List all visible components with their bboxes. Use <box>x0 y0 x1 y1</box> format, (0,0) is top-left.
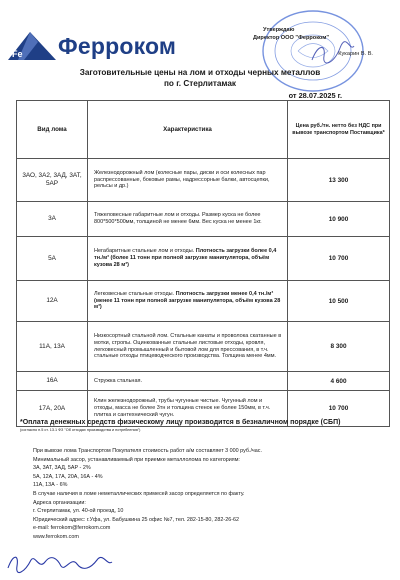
row-desc: Клин железнодорожный, трубы чугунные чистые. Чугунный лом и отходы, масса не более 3тн и толщина стенок не более 150мм, в т.ч. плитка и сантехнический чугун. <box>88 391 288 427</box>
row-desc-bold: Плотность загрузки более 0,4 тн./м³ (более 11 тонн при полной загрузке манипулятора, объём кузова 28 м³) <box>94 248 277 268</box>
row-price: 10 900 <box>288 202 390 237</box>
info-block <box>33 447 388 542</box>
handwritten-signature-icon <box>5 550 115 576</box>
logo-text: Ферроком <box>58 32 177 59</box>
payment-note-sub: (согласно п.5 ст. 13.1 ФЗ "Об отходах производства и потребления") <box>20 428 141 432</box>
company-logo <box>8 32 176 60</box>
table-row <box>17 322 390 372</box>
table-row <box>17 237 390 281</box>
transport-note: При вывозе лома Транспортом Покупателя стоимость работ а/м составляет 3 000 руб./час. <box>33 448 262 454</box>
row-desc: Железнодорожный лом (колесные пары, диски и оси колесных пар распрессованные, боковые рамы, надрессорные балки, автосцепки, рельсы и др.) <box>88 159 288 202</box>
row-type: 11А, 13А <box>17 322 88 372</box>
litter-line-1: 3А, 3АТ, 3АД, 5АР - 2% <box>33 465 91 472</box>
row-type: 3АО, 3А2, 3АД, 3АТ, 5АР <box>17 159 88 202</box>
table-header-row <box>17 101 390 159</box>
price-table <box>16 100 390 427</box>
table-row <box>17 281 390 322</box>
header-type: Вид лома <box>17 101 88 159</box>
litter-line-2: 5А, 12А, 17А, 20А, 16А - 4% <box>33 473 103 480</box>
row-desc: Стружка стальная. <box>88 372 288 391</box>
row-price: 8 300 <box>288 322 390 372</box>
title-line-1: Заготовительные цены на лом и отходы черных металлов <box>79 68 321 77</box>
row-type: 12А <box>17 281 88 322</box>
row-type: 5А <box>17 237 88 281</box>
row-price: 10 500 <box>288 281 390 322</box>
payment-note <box>20 419 385 432</box>
addresses-title: Адреса организации: <box>33 499 86 506</box>
row-price: 13 300 <box>288 159 390 202</box>
nonmetal-note: В случае наличия в ломе неметаллических примесей засор определяется по факту. <box>33 490 245 497</box>
row-type: 16А <box>17 372 88 391</box>
document-date: от 28.07.2025 г. <box>288 91 342 100</box>
litter-line-3: 11А, 13А - 6% <box>33 482 68 489</box>
table-row <box>17 372 390 391</box>
table-row <box>17 159 390 202</box>
approval-title: Утверждаю <box>263 27 295 33</box>
approval-block <box>253 27 393 59</box>
litter-title: Минимальный засор, устанавливаемый при приемке металлолома по категориям: <box>33 456 240 463</box>
row-desc: Тяжеловесные габаритные лом и отходы. Размер куска не более 800*500*500мм, толщиной не менее 6мм. Вес куска не менее 1кг. <box>88 202 288 237</box>
legal-address: Юридический адрес: г.Уфа, ул. Бабушкина 25 офис №7, тел. 282-15-80, 282-26-62 <box>33 516 239 523</box>
website: www.ferrokom.com <box>33 533 79 540</box>
row-desc: Негабаритные стальные лом и отходы. Плотность загрузки более 0,4 тн./м³ (более 11 тонн при полной загрузке манипулятора, объём кузова 28 м³) <box>88 237 288 281</box>
row-desc: Легковесные стальные отходы. Плотность загрузки менее 0,4 тн./м³ (менее 11 тонн при полной загрузке манипулятора, объём кузова 28 м³) <box>88 281 288 322</box>
header-price: Цена руб./тн. нетто без НДС при вывозе транспортом Поставщика* <box>288 101 390 159</box>
approval-name: Кукарин В. В. <box>338 51 373 57</box>
fe-logo-icon <box>8 32 56 60</box>
document-title <box>50 67 350 89</box>
payment-note-main: *Оплата денежных средств физическому лицу производится в безналичном порядке (СБП) <box>20 419 341 426</box>
row-price: 10 700 <box>288 237 390 281</box>
address-1: г. Стерлитамак, ул. 40-ой проезд, 10 <box>33 508 124 515</box>
table-row <box>17 202 390 237</box>
row-desc: Низкосортный стальной лом. Стальные канаты и проволока скатанные в мотки, стропы. Оцинкованные стальные листовые отходы, кровля, легковесный промышленный и бытовой лом для прессования, в т.ч. стальные отходы птицеводческого производства. Толщина менее 4мм. <box>88 322 288 372</box>
row-price: 4 600 <box>288 372 390 391</box>
header-desc: Характеристика <box>88 101 288 159</box>
row-price: 10 700 <box>288 391 390 427</box>
title-line-2: по г. Стерлитамак <box>163 79 237 88</box>
row-type: 17А, 20А <box>17 391 88 427</box>
row-desc-bold: Плотность загрузки менее 0,4 тн./м³ (менее 11 тонн при полной загрузке манипулятора, объём кузова 28 м³) <box>94 290 281 311</box>
email: e-mail: ferrokom@ferrokom.com <box>33 525 111 532</box>
row-type: 3А <box>17 202 88 237</box>
approval-position: Директор ООО "Ферроком" <box>253 34 330 41</box>
svg-text:Fe: Fe <box>12 49 23 59</box>
